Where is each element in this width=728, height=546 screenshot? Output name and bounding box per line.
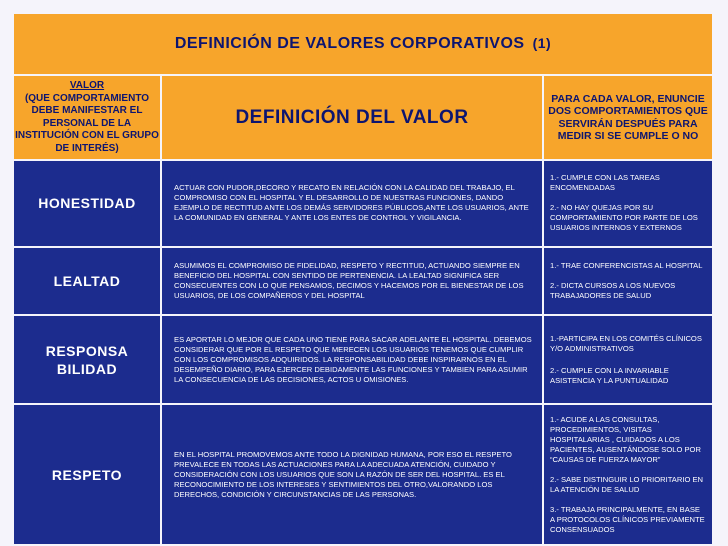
value-name: LEALTAD xyxy=(13,247,161,315)
title-row xyxy=(13,13,713,75)
title-main: DEFINICIÓN DE VALORES CORPORATIVOS xyxy=(174,35,525,53)
value-definition: ASUMIMOS EL COMPROMISO DE FIDELIDAD, RESPETO Y RECTITUD, ACTUANDO SIEMPRE EN BENEFICIO DEL HOSPITAL CON SENTIDO DE PERTENENCIA. LA LEALTAD SIGNIFICA SER CONSECUENTES CON LO QUE PENSAMOS, DECIMOS Y HACEMOS POR EL BIENESTAR DE LOS USUARIOS, DE LOS COMPAÑEROS Y DEL HOSPITAL xyxy=(161,247,543,315)
table-row xyxy=(13,247,713,315)
value-definition: ACTUAR CON PUDOR,DECORO Y RECATO EN RELACIÓN CON LA CALIDAD DEL TRABAJO, EL COMPROMISO CON EL HOSPITAL Y EL DESARROLLO DE NUESTRAS FUNCIONES, DANDO EJEMPLO DE RECTITUD ANTE LOS DEMÁS SERVIDORES PÚBLICOS,ANTE LOS USUARIOS, ANTE LA COMUNIDAD EN GENERAL Y ANTE LOS ENTES DE CONTROL Y VIGILANCIA. xyxy=(161,160,543,247)
header-value-cell xyxy=(13,75,161,160)
value-name: RESPETO xyxy=(13,404,161,545)
criterion-item: 1.- CUMPLE CON LAS TAREAS ENCOMENDADAS xyxy=(550,173,660,193)
value-definition: ES APORTAR LO MEJOR QUE CADA UNO TIENE PARA SACAR ADELANTE EL HOSPITAL. DEBEMOS CONSIDERAR QUE POR EL RESPETO QUE MERECEN LOS USUARIOS TENEMOS QUE CUMPLIR CON LOS COMPROMISOS ADQUIRIDOS. LA RESPONSABILIDAD DEBE INSPIRARNOS EN EL DESEMPEÑO DIARIO, PARA EJERCER DEBIDAMENTE LAS FUNCIONES Y TAMBIEN PARA ASUMIR LA CONSECUENCIA DE LAS DECISIONES, ACTOS U OMISIONES. xyxy=(161,315,543,404)
title-number: (1) xyxy=(532,35,552,52)
value-criteria xyxy=(543,404,713,545)
header-value-label: VALOR xyxy=(69,80,105,92)
table-row xyxy=(13,160,713,247)
value-definition: EN EL HOSPITAL PROMOVEMOS ANTE TODO LA DIGNIDAD HUMANA, POR ESO EL RESPETO PREVALECE EN TODAS LAS ACTUACIONES PARA LA ADECUADA ATENCIÓN, CUIDADO Y CONSIDERACIÓN CON LOS USUARIOS QUE SON LA RAZÓN DE SER DEL HOSPITAL. ES EL RECONOCIMIENTO DE LOS INTERESES Y SENTIMIENTOS DEL OTRO,VALORANDO LOS DERECHOS, CONDICIÓN Y CIRCUNSTANCIAS DE LAS PERSONAS. xyxy=(161,404,543,545)
header-value-note: (QUE COMPORTAMIENTO DEBE MANIFESTAR EL PERSONAL DE LA INSTITUCIÓN CON EL GRUPO DE INTERÉS) xyxy=(15,92,159,154)
value-criteria xyxy=(543,247,713,315)
value-criteria xyxy=(543,315,713,404)
table-row xyxy=(13,315,713,404)
header-definition: DEFINICIÓN DEL VALOR xyxy=(161,75,543,160)
value-name: RESPONSA BILIDAD xyxy=(13,315,161,404)
criterion-item: 1.- ACUDE A LAS CONSULTAS, PROCEDIMIENTOS, VISITAS HOSPITALARIAS , CUIDADOS A LOS PACIENTES, AUSENTÁNDOSE SOLO POR “CAUSAS DE FUERZA MAYOR” xyxy=(550,414,701,464)
criterion-item: 3.- TRABAJA PRINCIPALMENTE, EN BASE A PROTOCOLOS CLÍNICOS PREVIAMENTE CONSENSUADOS xyxy=(550,504,705,534)
criterion-item: 2.- DICTA CURSOS A LOS NUEVOS TRABAJADORES DE SALUD xyxy=(550,281,676,301)
header-criteria: PARA CADA VALOR, ENUNCIE DOS COMPORTAMIENTOS QUE SERVIRÁN DESPUÉS PARA MEDIR SI SE CUMPLE O NO xyxy=(543,75,713,160)
criterion-item: 1.-PARTICIPA EN LOS COMITÉS CLÍNICOS Y/O ADMINISTRATIVOS xyxy=(550,333,702,353)
criterion-item: 2.- CUMPLE CON LA INVARIABLE ASISTENCIA Y LA PUNTUALIDAD xyxy=(550,365,669,385)
values-table xyxy=(12,12,714,546)
criterion-item: 2.- SABE DISTINGUIR LO PRIORITARIO EN LA ATENCIÓN DE SALUD xyxy=(550,474,704,494)
value-criteria xyxy=(543,160,713,247)
header-row xyxy=(13,75,713,160)
criterion-item: 1.- TRAE CONFERENCISTAS AL HOSPITAL xyxy=(550,261,703,271)
criterion-item: 2.- NO HAY QUEJAS POR SU COMPORTAMIENTO POR PARTE DE LOS USUARIOS INTERNOS Y EXTERNOS xyxy=(550,203,698,233)
value-name: HONESTIDAD xyxy=(13,160,161,247)
page-title xyxy=(13,13,713,75)
table-row xyxy=(13,404,713,545)
